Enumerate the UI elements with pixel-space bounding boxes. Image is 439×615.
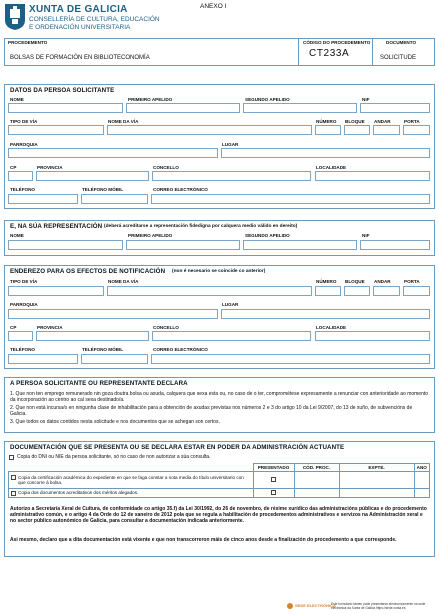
row-merits-presentado-checkbox[interactable] xyxy=(271,490,276,495)
row-merits-text: Copia dos documentos acreditativos dos méritos alegados. xyxy=(18,490,139,496)
applicant-telefono-field[interactable] xyxy=(8,194,78,204)
applicant-lugar-label: LUGAR xyxy=(222,142,239,147)
rep-nif-field[interactable] xyxy=(360,240,430,250)
applicant-bloque-field[interactable] xyxy=(344,125,370,135)
applicant-nif-label: NIF xyxy=(362,97,370,102)
representative-section-title: E, NA SÚA REPRESENTACIÓN xyxy=(10,223,103,230)
notif-lugar-field[interactable] xyxy=(221,309,430,319)
copy-dni-checkbox[interactable] xyxy=(9,455,14,460)
notif-mobil-label: TELÉFONO MÓBIL xyxy=(82,347,124,352)
applicant-tipo-via-label: TIPO DE VÍA xyxy=(10,119,38,124)
applicant-mobil-field[interactable] xyxy=(81,194,148,204)
representative-note: (deberá acreditarse a representación fidedigna por calquera medio válido en dereito) xyxy=(104,224,298,229)
row-cert-ano[interactable] xyxy=(414,472,430,489)
applicant-mobil-label: TELÉFONO MÓBIL xyxy=(82,187,124,192)
notif-cp-label: CP xyxy=(10,325,17,330)
applicant-tipo-via-field[interactable] xyxy=(8,125,104,135)
rep-nif-label: NIF xyxy=(362,233,370,238)
notif-parroquia-field[interactable] xyxy=(8,309,218,319)
applicant-nome-via-field[interactable] xyxy=(107,125,312,135)
applicant-parroquia-field[interactable] xyxy=(8,148,218,158)
row-merits-ano[interactable] xyxy=(414,489,430,498)
notif-bloque-label: BLOQUE xyxy=(345,279,365,284)
applicant-nome-label: NOME xyxy=(10,97,24,102)
applicant-porta-field[interactable] xyxy=(403,125,430,135)
procedure-label: PROCEDEMENTO xyxy=(8,40,48,45)
rep-apelido1-label: PRIMEIRO APELIDO xyxy=(128,233,173,238)
notif-localidade-field[interactable] xyxy=(315,331,430,341)
annex-label: ANEXO I xyxy=(200,3,227,10)
applicant-andar-field[interactable] xyxy=(373,125,400,135)
notif-telefono-label: TELÉFONO xyxy=(10,347,36,352)
notification-section-title: ENDEREZO PARA OS EFECTOS DE NOTIFICACIÓN xyxy=(10,268,166,275)
applicant-correo-field[interactable] xyxy=(151,194,430,204)
table-row xyxy=(9,489,430,498)
notif-numero-field[interactable] xyxy=(315,286,341,296)
notif-numero-label: NÚMERO xyxy=(316,279,337,284)
applicant-telefono-label: TELÉFONO xyxy=(10,187,36,192)
col-presentado: PRESENTADO xyxy=(253,464,294,472)
applicant-numero-label: NÚMERO xyxy=(316,119,337,124)
authorization-text: Autorizo a Secretaría Xeral de Cultura, de conformidade co artigo 35.f) da Lei 30/1992, do 26 de novembro, de réxime xurídico das administracións públicas e do procedemento administrativo común, e o artigo 4 da Orde do 12 de xaneiro de 2012 pola que se regula a habilitación de procedementos administrativos e servizos na Administración xeral e no sector público autonómico de Galicia, para consultar a documentación indicada anteriormente. xyxy=(10,506,427,524)
org-name: XUNTA DE GALICIA xyxy=(29,4,128,15)
notif-lugar-label: LUGAR xyxy=(222,302,239,307)
notif-provincia-label: PROVINCIA xyxy=(37,325,63,330)
dept-line-1: CONSELLERÍA DE CULTURA, EDUCACIÓN xyxy=(29,16,160,23)
applicant-correo-label: CORREO ELECTRÓNICO xyxy=(153,187,208,192)
notif-concello-field[interactable] xyxy=(152,331,311,341)
applicant-cp-label: CP xyxy=(10,165,17,170)
notification-note: (non é necesario se coincide co anterior) xyxy=(172,269,266,274)
applicant-numero-field[interactable] xyxy=(315,125,341,135)
applicant-apelido1-label: PRIMEIRO APELIDO xyxy=(128,97,173,102)
row-cert-checkbox[interactable] xyxy=(11,475,16,480)
sede-logo-icon xyxy=(287,603,293,609)
rep-nome-label: NOME xyxy=(10,233,24,238)
sede-label: SEDE ELECTRÓNICA xyxy=(295,603,336,608)
sede-text: Este formulario tamén pode presentarse electronicamente na sede electrónica da Xunta de Galicia https://sede.xunta.es xyxy=(331,602,426,610)
applicant-bloque-label: BLOQUE xyxy=(345,119,365,124)
rep-apelido1-field[interactable] xyxy=(126,240,240,250)
rep-apelido2-label: SEGUNDO APELIDO xyxy=(245,233,290,238)
notif-telefono-field[interactable] xyxy=(8,354,78,364)
procedure-box xyxy=(4,38,435,66)
declaration-title: A PERSOA SOLICITANTE OU REPRESENTANTE DECLARA xyxy=(10,380,188,387)
applicant-nif-field[interactable] xyxy=(360,103,430,113)
row-merits-expte[interactable] xyxy=(339,489,414,498)
applicant-nome-field[interactable] xyxy=(8,103,123,113)
row-cert-expte[interactable] xyxy=(339,472,414,489)
applicant-porta-label: PORTA xyxy=(404,119,420,124)
validity-declaration-text: Así mesmo, declaro que a dita documentación está vixente e que non transcorreron máis de cinco anos desde a finalización do procedemento a que corresponde. xyxy=(10,537,397,543)
notif-porta-label: PORTA xyxy=(404,279,420,284)
applicant-localidade-label: LOCALIDADE xyxy=(316,165,347,170)
docs-header-blank xyxy=(9,464,254,472)
applicant-apelido2-label: SEGUNDO APELIDO xyxy=(245,97,290,102)
notif-parroquia-label: PARROQUIA xyxy=(10,302,38,307)
notif-tipo-via-label: TIPO DE VÍA xyxy=(10,279,38,284)
notif-tipo-via-field[interactable] xyxy=(8,286,104,296)
document-label: DOCUMENTO xyxy=(386,40,417,45)
notif-cp-field[interactable] xyxy=(8,331,33,341)
applicant-concello-field[interactable] xyxy=(152,171,311,181)
declaration-item-3: 3. Que todos os datos contidos nesta solicitude e nos documentos que se achegan son certos. xyxy=(10,419,220,425)
document-value: SOLICITUDE xyxy=(380,55,417,61)
applicant-cp-field[interactable] xyxy=(8,171,33,181)
applicant-apelido2-field[interactable] xyxy=(243,103,357,113)
col-cod-proc: CÓD. PROC. xyxy=(294,464,339,472)
col-ano: ANO xyxy=(414,464,430,472)
notif-andar-field[interactable] xyxy=(373,286,400,296)
notif-correo-field[interactable] xyxy=(151,354,430,364)
notif-provincia-field[interactable] xyxy=(36,331,149,341)
row-merits-checkbox[interactable] xyxy=(11,491,16,496)
applicant-concello-label: CONCELLO xyxy=(153,165,179,170)
notif-localidade-label: LOCALIDADE xyxy=(316,325,347,330)
xunta-logo-icon xyxy=(4,3,26,31)
applicant-section-title: DATOS DA PERSOA SOLICITANTE xyxy=(10,87,115,94)
col-expte: EXPTE. xyxy=(339,464,414,472)
declaration-item-2: 2. Que non está incursa/o en ningunha clase de inhabilitación para a obtención de axudas previstas nos números 2 e 3 do artigo 10 da Lei 9/2007, do 13 de xuño, de subvencións de Galicia. xyxy=(10,405,413,417)
documents-table xyxy=(8,463,430,498)
rep-nome-field[interactable] xyxy=(8,240,123,250)
dept-line-2: E ORDENACIÓN UNIVERSITARIA xyxy=(29,24,131,31)
notif-mobil-field[interactable] xyxy=(81,354,148,364)
applicant-localidade-field[interactable] xyxy=(315,171,430,181)
applicant-lugar-field[interactable] xyxy=(221,148,430,158)
notif-andar-label: ANDAR xyxy=(374,279,391,284)
row-cert-text: Copia da certificación académica do expediente en que se faga constar a nota media do título universitario con que concorre á bolsa. xyxy=(18,475,244,485)
row-cert-presentado-checkbox[interactable] xyxy=(271,477,276,482)
applicant-provincia-label: PROVINCIA xyxy=(37,165,63,170)
documentation-title: DOCUMENTACIÓN QUE SE PRESENTA OU SE DECLARA ESTAR EN PODER DA ADMINISTRACIÓN ACTUANTE xyxy=(10,444,345,451)
procedure-code-value: CT233A xyxy=(309,48,350,59)
notif-concello-label: CONCELLO xyxy=(153,325,179,330)
copy-dni-text: Copia do DNI ou NIE da persoa solicitante, só no caso de non autorizar a súa consulta. xyxy=(17,454,211,460)
notif-nome-via-field[interactable] xyxy=(107,286,312,296)
row-cert-cod-proc[interactable] xyxy=(294,472,339,489)
notif-porta-field[interactable] xyxy=(403,286,430,296)
notif-correo-label: CORREO ELECTRÓNICO xyxy=(153,347,208,352)
applicant-parroquia-label: PARROQUIA xyxy=(10,142,38,147)
applicant-provincia-field[interactable] xyxy=(36,171,149,181)
rep-apelido2-field[interactable] xyxy=(243,240,357,250)
table-row xyxy=(9,472,430,489)
notif-bloque-field[interactable] xyxy=(344,286,370,296)
applicant-nome-via-label: NOME DA VÍA xyxy=(108,119,139,124)
applicant-apelido1-field[interactable] xyxy=(126,103,240,113)
declaration-item-1: 1. Que non ten emprego remunerado nin goza doutra bolsa ou axuda, calquera que sexa esta ou, no caso de o ter, comprométese expresamente a renunciar con anterioridade ao momento da incorporación ao centro ao cal sexa destinado/a. xyxy=(10,391,429,403)
procedure-code-label: CÓDIGO DO PROCEDEMENTO xyxy=(303,40,371,45)
notif-nome-via-label: NOME DA VÍA xyxy=(108,279,139,284)
applicant-andar-label: ANDAR xyxy=(374,119,391,124)
procedure-value: BOLSAS DE FORMACIÓN EN BIBLIOTECONOMÍA xyxy=(10,55,150,61)
row-merits-cod-proc[interactable] xyxy=(294,489,339,498)
